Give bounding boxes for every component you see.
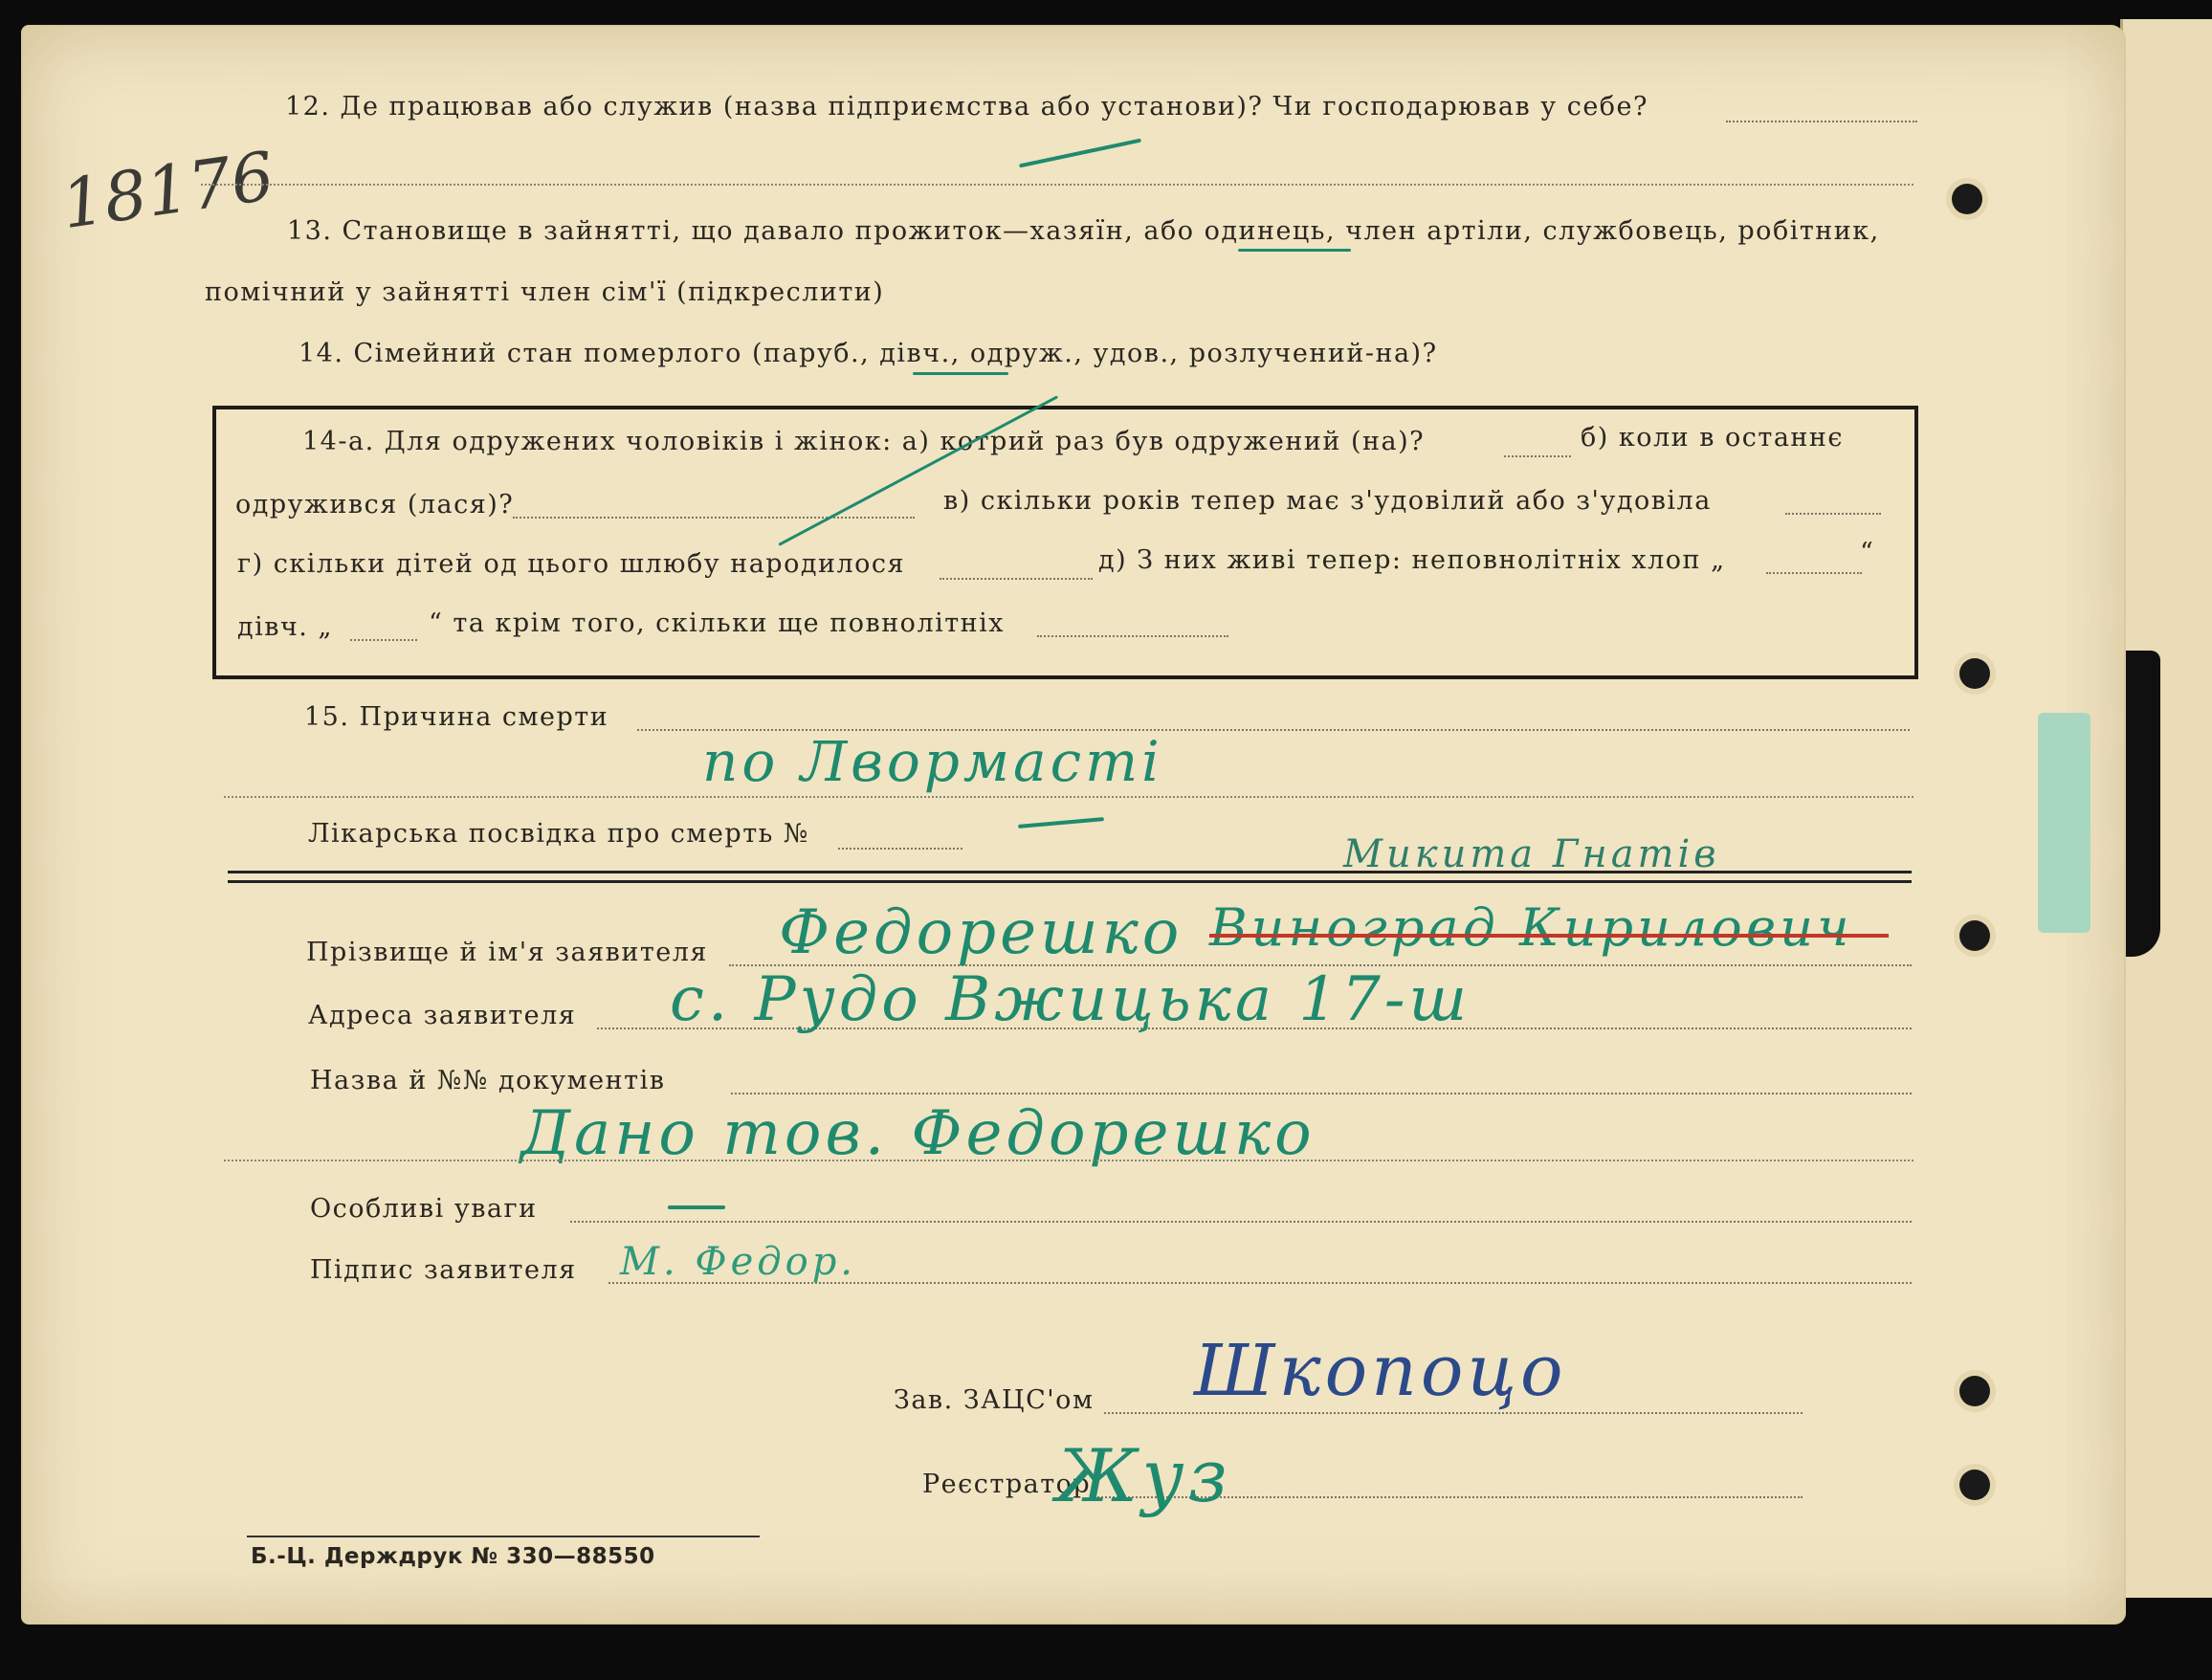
- archive-number: 18176: [56, 136, 279, 245]
- binding-hole: [1952, 184, 1982, 214]
- quote-close: “: [1860, 538, 1875, 567]
- signature-label: Підпис заявителя: [310, 1255, 577, 1285]
- question-13-cont: помічний у зайнятті член сім'ї (підкреслити): [205, 277, 885, 307]
- registrar-signature: Жуз: [1056, 1433, 1231, 1518]
- question-14a-line4: дівч. „: [237, 612, 333, 642]
- answer-line: [1504, 455, 1571, 457]
- binding-strip: [2038, 713, 2090, 933]
- head-zags-label: Зав. ЗАЦС'ом: [894, 1385, 1095, 1415]
- remarks-label: Особливі уваги: [310, 1194, 538, 1224]
- answer-line: [1037, 635, 1228, 637]
- answer-line: [731, 1093, 1912, 1094]
- question-14a-line2b: в) скільки років тепер має з'удовілий або з'удовіла: [943, 486, 1712, 516]
- answer-line: [1785, 513, 1881, 515]
- medical-certificate-label: Лікарська посвідка про смерть №: [308, 819, 809, 849]
- question-14a-line4b: “ та крім того, скільки ще повнолітніх: [429, 608, 1006, 638]
- answer-line: [350, 639, 417, 641]
- applicant-name-struck: Виноград Кирилович: [1209, 897, 1853, 958]
- applicant-address: с. Рудо Вжицька 17-ш: [670, 964, 1471, 1035]
- documents-label: Назва й №№ документів: [310, 1066, 666, 1095]
- question-14a-line3: г) скільки дітей од цього шлюбу народилося: [237, 549, 906, 579]
- answer-line: [224, 1160, 1913, 1161]
- answer-line: [1726, 121, 1917, 122]
- strike-through: [1209, 934, 1889, 938]
- applicant-name-correction: Микита Гнатів: [1343, 832, 1720, 876]
- question-14a-line2: одружився (лася)?: [235, 490, 515, 519]
- applicant-name-label: Прізвище й ім'я заявителя: [306, 938, 708, 967]
- answer-line: [201, 184, 1913, 186]
- applicant-signature: М. Федор.: [620, 1240, 857, 1284]
- registrar-label: Реєстратор: [922, 1470, 1092, 1499]
- documents-value: Дано тов. Федорешко: [520, 1098, 1316, 1169]
- question-15: 15. Причина смерти: [304, 702, 609, 732]
- registry-page: [23, 27, 2124, 1623]
- cause-of-death: по Лвормасті: [702, 729, 1163, 794]
- section-divider: [228, 880, 1912, 883]
- question-13: 13. Становище в зайнятті, що давало прожиток—хазяїн, або одинець, член артіли, службовець, робітник,: [287, 216, 1880, 246]
- question-14: 14. Сімейний стан померлого (паруб., дівч., одруж., удов., розлучений-на)?: [299, 339, 1438, 368]
- answer-line: [224, 796, 1913, 798]
- answer-line: [513, 517, 915, 519]
- footer-rule: [247, 1536, 760, 1537]
- printer-imprint: Б.-Ц. Держдрук № 330—88550: [251, 1544, 655, 1569]
- applicant-address-label: Адреса заявителя: [308, 1001, 577, 1030]
- dash-mark: [668, 1205, 725, 1209]
- binding-hole: [1959, 920, 1990, 951]
- dash-mark: [1018, 817, 1104, 829]
- answer-line: [838, 848, 962, 850]
- binding-hole: [1959, 1470, 1990, 1500]
- binding-hole: [1959, 1376, 1990, 1406]
- answer-line: [570, 1221, 1912, 1223]
- applicant-name: Федорешко: [779, 897, 1183, 968]
- question-14a-line1b: б) коли в останнє: [1581, 423, 1845, 453]
- question-14a-line1: 14-а. Для одружених чоловіків і жінок: а) котрий раз був одружений (на)?: [302, 427, 1426, 456]
- binding-hole: [1959, 658, 1990, 689]
- underline-mark: [1238, 249, 1351, 252]
- question-14a-line3b: д) З них живі тепер: неповнолітніх хлоп „: [1098, 545, 1726, 575]
- head-zags-signature: Шкопоцо: [1194, 1330, 1567, 1412]
- question-12: 12. Де працював або служив (назва підприємства або установи)? Чи господарював у себе?: [285, 92, 1649, 122]
- signature-line: [1104, 1412, 1803, 1414]
- dash-mark: [1019, 139, 1141, 168]
- answer-line: [1766, 572, 1862, 574]
- answer-line: [940, 578, 1093, 580]
- underline-mark: [913, 372, 1008, 375]
